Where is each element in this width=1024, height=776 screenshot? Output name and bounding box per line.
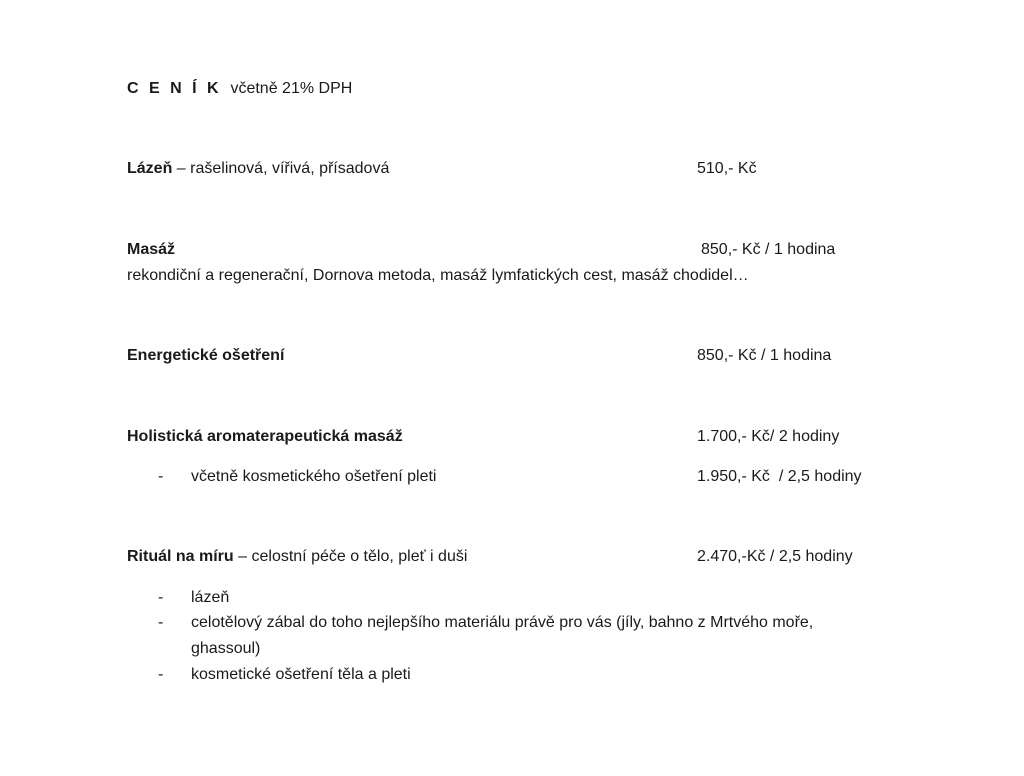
item-price: 850,- Kč / 1 hodina bbox=[697, 347, 832, 364]
item-description: – celostní péče o tělo, pleť i duši bbox=[238, 548, 468, 565]
list-bullet: - bbox=[158, 614, 164, 631]
item-name: Energetické ošetření bbox=[127, 347, 285, 364]
item-ritual bbox=[127, 547, 467, 567]
item-name: Masáž bbox=[127, 241, 176, 258]
list-bullet: - bbox=[158, 468, 164, 485]
item-name: Rituál na míru bbox=[127, 548, 234, 565]
item-price: 850,- Kč / 1 hodina bbox=[701, 241, 836, 258]
list-bullet: - bbox=[158, 589, 164, 606]
sub-item-text: včetně kosmetického ošetření pleti bbox=[191, 468, 437, 485]
list-item: kosmetické ošetření těla a pleti bbox=[191, 666, 411, 683]
list-item: celotělový zábal do toho nejlepšího materiálu právě pro vás (jíly, bahno z Mrtvého moře, bbox=[191, 614, 814, 631]
page-title: C E N Í K bbox=[127, 80, 222, 97]
list-item-continuation: ghassoul) bbox=[191, 640, 261, 657]
item-lazen bbox=[127, 159, 389, 179]
item-description: – rašelinová, vířivá, přísadová bbox=[176, 160, 390, 177]
price-list-heading bbox=[127, 79, 352, 99]
list-item: lázeň bbox=[191, 589, 230, 606]
list-bullet: - bbox=[158, 666, 164, 683]
item-name: Lázeň bbox=[127, 160, 173, 177]
sub-item-price: 1.950,- Kč / 2,5 hodiny bbox=[697, 468, 862, 485]
item-description: rekondiční a regenerační, Dornova metoda, masáž lymfatických cest, masáž chodidel… bbox=[127, 267, 749, 284]
item-name: Holistická aromaterapeutická masáž bbox=[127, 428, 403, 445]
item-price: 1.700,- Kč/ 2 hodiny bbox=[697, 428, 840, 445]
item-price: 2.470,-Kč / 2,5 hodiny bbox=[697, 548, 853, 565]
item-price: 510,- Kč bbox=[697, 160, 757, 177]
page-subtitle: včetně 21% DPH bbox=[230, 80, 353, 97]
